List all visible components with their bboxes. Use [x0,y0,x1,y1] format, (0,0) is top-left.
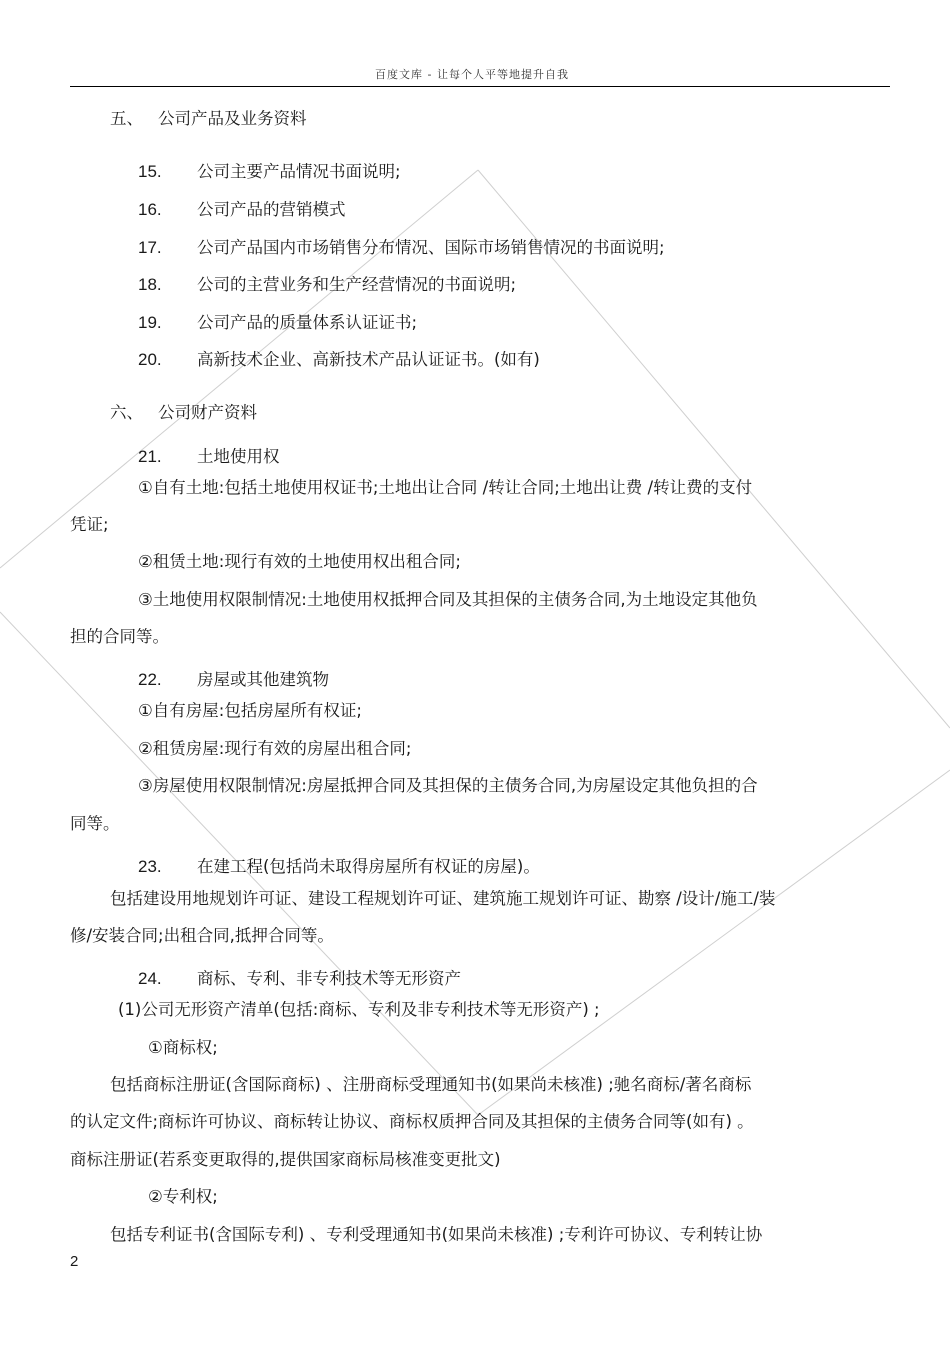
item-num: 15. [138,162,162,181]
item-text: 公司主要产品情况书面说明; [197,162,401,181]
item-num: 21. [138,447,162,466]
item-text: 公司产品国内市场销售分布情况、国际市场销售情况的书面说明; [197,238,665,257]
paragraph: ①自有土地:包括土地使用权证书;土地出让合同 /转让合同;土地出让费 /转让费的支付 [138,478,753,497]
item-num: 22. [138,670,162,689]
paragraph: 包括专利证书(含国际专利) 、专利受理通知书(如果尚未核准) ;专利许可协议、专利转让协 [110,1225,763,1244]
header-title: 百度文库 - 让每个人平等地提升自我 [375,68,569,81]
paragraph: 商标注册证(若系变更取得的,提供国家商标局核准变更批文) [70,1150,501,1169]
item-title: 商标、专利、非专利技术等无形资产 [197,969,461,988]
section-5-title: 公司产品及业务资料 [158,109,307,128]
item-num: 20. [138,350,162,369]
sub-label: ①商标权; [148,1038,218,1057]
paragraph: 包括建设用地规划许可证、建设工程规划许可证、建筑施工规划许可证、勘察 /设计/施工/装 [110,889,776,908]
sub-label: ②专利权; [148,1187,218,1206]
item-num: 24. [138,969,162,988]
item-text: 公司产品的营销模式 [197,200,346,219]
paragraph: 同等。 [70,814,120,833]
page-number: 2 [70,1253,79,1270]
paragraph: 修/安装合同;出租合同,抵押合同等。 [70,926,334,945]
item-text: 公司产品的质量体系认证证书; [197,313,418,332]
item-num: 19. [138,313,162,332]
item-num: 18. [138,275,162,294]
section-5-label: 五、 [110,109,143,128]
paragraph: 凭证; [70,515,109,534]
paragraph: 的认定文件;商标许可协议、商标转让协议、商标权质押合同及其担保的主债务合同等(如有) 。 [70,1112,754,1131]
item-text: 公司的主营业务和生产经营情况的书面说明; [197,275,517,294]
paragraph: ①自有房屋:包括房屋所有权证; [138,701,362,720]
item-num: 17. [138,238,162,257]
paragraph: (1)公司无形资产清单(包括:商标、专利及非专利技术等无形资产) ; [118,1000,600,1019]
item-title: 房屋或其他建筑物 [197,670,329,689]
paragraph: 包括商标注册证(含国际商标) 、注册商标受理通知书(如果尚未核准) ;驰名商标/著名商标 [110,1075,752,1094]
item-num: 16. [138,200,162,219]
header-rule [70,86,890,87]
item-text: 高新技术企业、高新技术产品认证证书。(如有) [197,350,540,369]
paragraph: ②租赁土地:现行有效的土地使用权出租合同; [138,552,461,571]
section-6-label: 六、 [110,403,143,422]
paragraph: ②租赁房屋:现行有效的房屋出租合同; [138,739,412,758]
item-num: 23. [138,857,162,876]
paragraph: 担的合同等。 [70,627,169,646]
paragraph: ③土地使用权限制情况:土地使用权抵押合同及其担保的主债务合同,为土地设定其他负 [138,590,758,609]
paragraph: ③房屋使用权限制情况:房屋抵押合同及其担保的主债务合同,为房屋设定其他负担的合 [138,776,758,795]
section-6-title: 公司财产资料 [158,403,257,422]
item-title: 土地使用权 [197,447,280,466]
item-title: 在建工程(包括尚未取得房屋所有权证的房屋)。 [197,857,540,876]
